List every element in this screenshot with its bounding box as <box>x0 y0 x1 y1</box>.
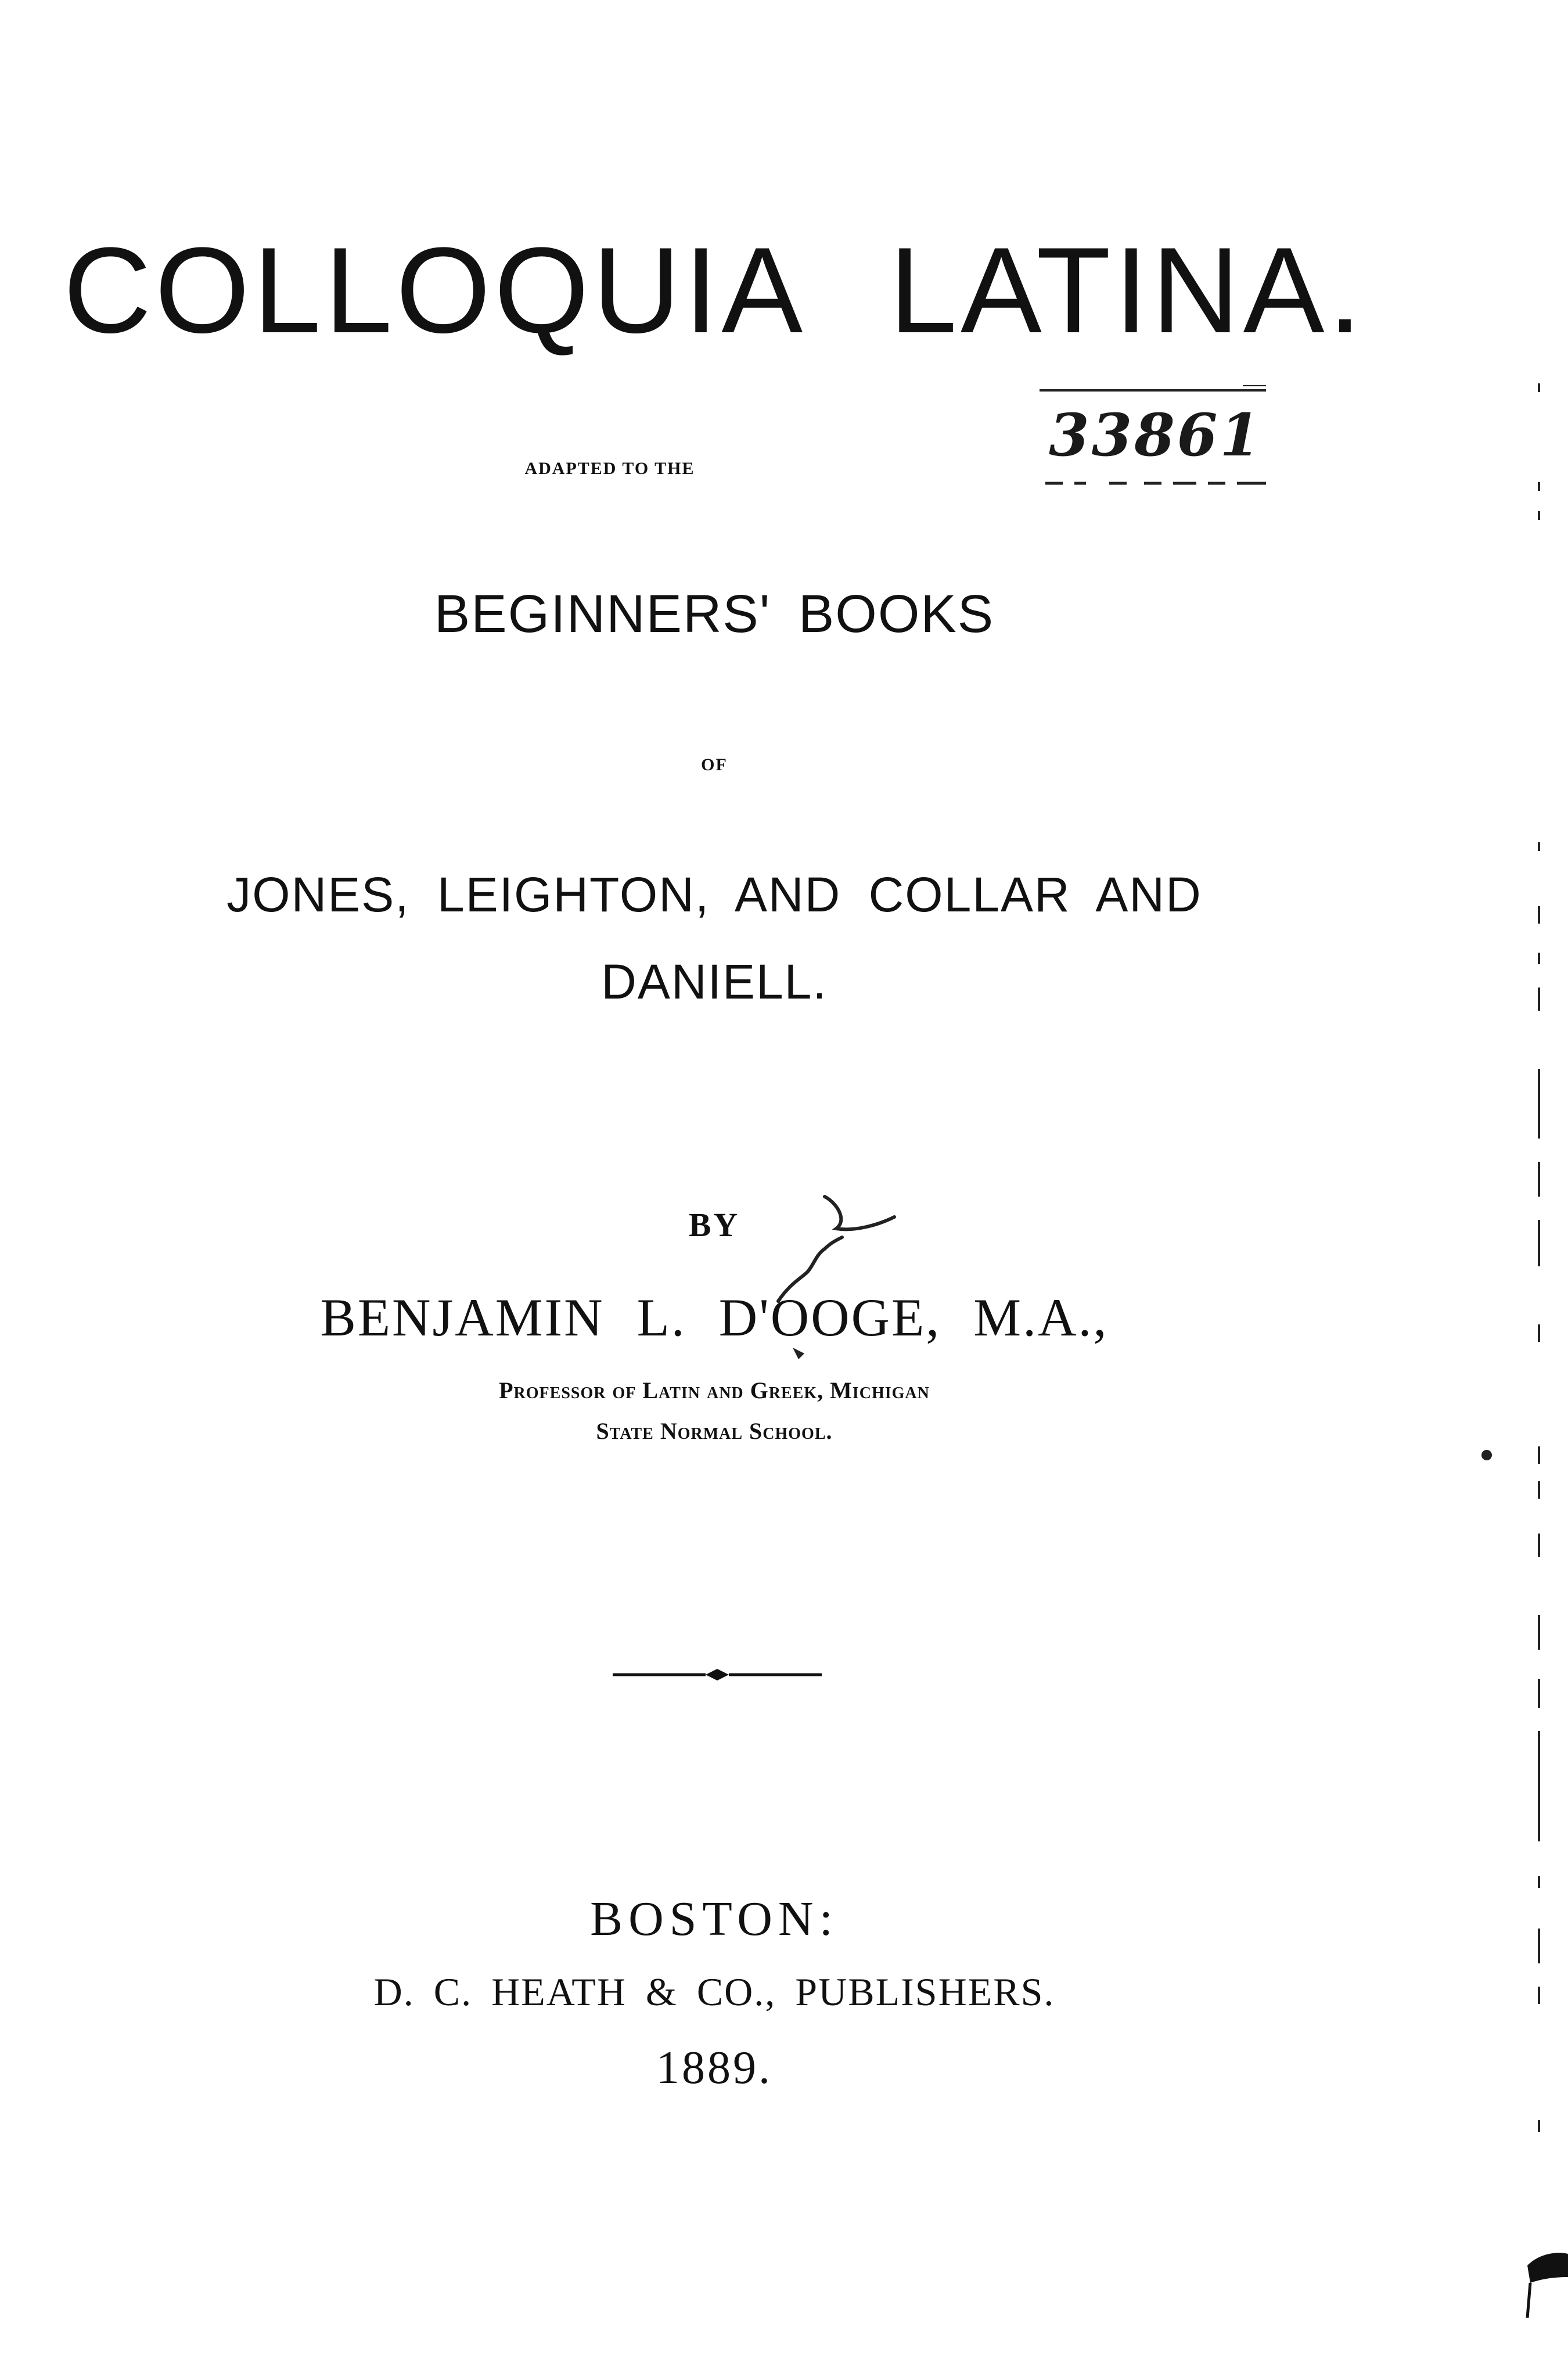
author-name: BENJAMIN L. D'OOGE, M.A., <box>320 1288 1109 1347</box>
adapted-to-label: ADAPTED TO THE <box>524 459 695 478</box>
scan-edge-marks <box>1481 0 1568 2370</box>
subtitle-beginners-books: BEGINNERS' BOOKS <box>434 584 995 644</box>
author-affiliation-line2: State Normal School. <box>596 1418 833 1444</box>
publisher-name: D. C. HEATH & CO., PUBLISHERS. <box>373 1970 1055 2014</box>
by-label: BY <box>688 1206 740 1244</box>
publication-city: BOSTON: <box>590 1892 839 1946</box>
accession-number: 33861 <box>1049 401 1263 469</box>
publication-year: 1889. <box>656 2042 772 2094</box>
author-affiliation-line1: Professor of Latin and Greek, Michigan <box>499 1377 930 1403</box>
of-label: OF <box>701 755 728 774</box>
book-title: COLLOQUIA LATINA. <box>63 222 1366 358</box>
accession-number-stamp <box>1028 378 1278 494</box>
referenced-authors: JONES, LEIGHTON, AND COLLAR AND DANIELL. <box>226 867 1202 1009</box>
ornamental-rule <box>613 1666 822 1683</box>
